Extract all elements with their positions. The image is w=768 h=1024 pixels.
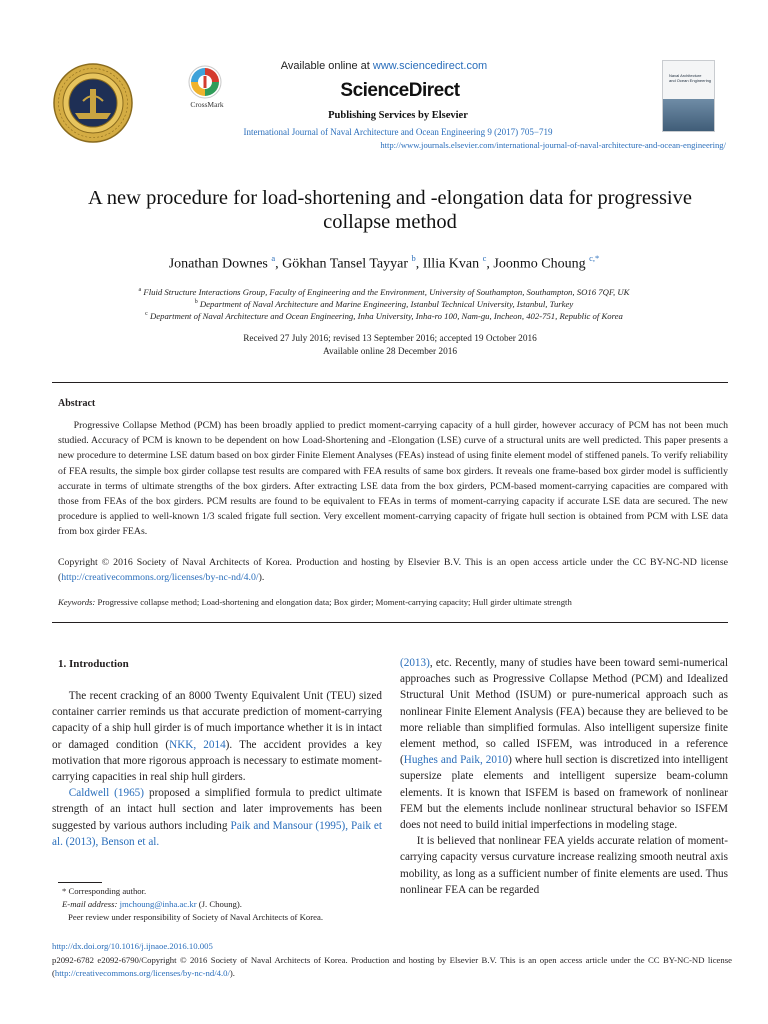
email-note [62, 899, 242, 909]
peer-review-note: Peer review under responsibility of Society of Naval Architects of Korea. [68, 912, 323, 922]
issn-copyright-line [52, 954, 732, 980]
available-online-date: Available online 28 December 2016 [322, 347, 458, 357]
author-name[interactable]: Joonmo Choung [493, 256, 586, 272]
issn-suffix: ). [229, 968, 235, 978]
section-heading-introduction: 1. Introduction [58, 658, 129, 670]
available-online-line [0, 60, 768, 72]
email-suffix: (J. Choung). [196, 899, 242, 909]
citation-link[interactable]: Hughes and Paik, 2010 [403, 754, 509, 767]
author-affiliation-mark[interactable]: a [271, 253, 276, 263]
abstract-heading: Abstract [58, 398, 96, 409]
received-dates: Received 27 July 2016; revised 13 September 2016; accepted 19 October 2016 [243, 334, 537, 344]
author-name[interactable]: Jonathan Downes [168, 256, 268, 272]
title-line-2: collapse method [323, 211, 457, 233]
article-title [40, 186, 740, 234]
author-list [0, 254, 768, 273]
sciencedirect-link[interactable]: www.sciencedirect.com [372, 60, 488, 72]
email-label: E-mail address: [62, 899, 118, 909]
author-affiliation-mark[interactable]: c,* [589, 253, 600, 263]
crossmark-label: CrossMark [190, 100, 224, 109]
cc-license-link[interactable]: http://creativecommons.org/licenses/by-nc-nd/4.0/ [61, 572, 259, 584]
author-name[interactable]: Gökhan Tansel Tayyar [282, 256, 408, 272]
cc-license-link[interactable]: http://creativecommons.org/licenses/by-nc-nd/4.0/ [54, 968, 230, 978]
citation-link[interactable]: (2013) [400, 657, 430, 669]
author-name[interactable]: Illia Kvan [422, 256, 480, 272]
affiliation-c [0, 311, 768, 321]
author-separator: , [486, 256, 494, 272]
affiliation-text: Department of Naval Architecture and Marine Engineering, Istanbul Technical University, Istanbul, Turkey [199, 299, 574, 309]
affiliation-b [0, 299, 768, 309]
abstract-bottom-rule [52, 622, 728, 623]
sciencedirect-brand: ScienceDirect [340, 80, 460, 101]
abstract-copyright [58, 555, 728, 585]
abstract-top-rule [52, 382, 728, 383]
affiliation-mark: b [194, 299, 198, 306]
available-prefix: Available online at [280, 60, 373, 72]
publishing-services: Publishing Services by Elsevier [328, 110, 468, 121]
paragraph-text: ). The accident provides a key motivation that more rigorous approach is necessary to estimate moment-carrying capacities in real ship hull girders. [52, 738, 382, 784]
keywords-line [58, 597, 738, 607]
doi-link[interactable]: http://dx.doi.org/10.1016/j.ijnaoe.2016.10.005 [52, 941, 213, 951]
affiliation-a [0, 287, 768, 297]
paragraph-text: , etc. Recently, many of studies have been toward semi-numerical approaches such as Progressive Collapse Method (PCM) and Idealized Structural Unit Method (ISUM) or pure-numerical approach such as nonlinear Finite Element Analysis (FEA) because they are believed to be more reliable than simplified formulas. Also intelligent supersize finite element method, so called ISFEM, was introduced in a reference ( [400, 657, 728, 767]
journal-cover-thumbnail: Naval Architecture and Ocean Engineering [662, 60, 715, 132]
keywords-list: Progressive collapse method; Load-shortening and elongation data; Box girder; Moment-carrying capacity; Hull girder ultimate strength [97, 597, 572, 607]
intro-paragraph-2 [52, 785, 382, 850]
copyright-suffix: ). [258, 572, 265, 584]
email-link[interactable]: jmchoung@inha.ac.kr [119, 899, 197, 909]
affiliation-mark: c [145, 311, 148, 318]
paragraph-text: proposed a simplified formula to predict ultimate strength of an intact hull section and later improvements has been suggested by various authors including [52, 787, 383, 832]
journal-homepage-link[interactable]: http://www.journals.elsevier.com/international-journal-of-naval-architecture-and-ocean-engineering/ [380, 140, 726, 150]
paragraph-text: The recent cracking of an 8000 Twenty Equivalent Unit (TEU) sized container carrier reminds us that accurate prediction of moment-carrying capacity of a ship hull girder is of much importance whether it is in intact or damaged condition ( [52, 690, 382, 751]
affiliation-text: Department of Naval Architecture and Ocean Engineering, Inha University, Inha-ro 100, Nam-gu, Incheon, 402-751, Republic of Korea [149, 311, 623, 321]
abstract-body: Progressive Collapse Method (PCM) has been broadly applied to predict moment-carrying capacity of a hull girder, however accuracy of PCM has not been much studied. Accuracy of PCM is known to be dependent on how Load-Shortening and -Elongation (LSE) curve of a structural units are well predicted. This paper presents a new procedure to determine LSE datum based on box girder Finite Element Analyses (FEAs) instead of using finite element model of stiffened panels. To verify reliability of FEA results, the simple box girder collapse test results are compared with FEA results of same box girders. It reveals one frame-based box girder model is sufficiently accurate in terms of ultimate strengths of the box girders. After extracting LSE data from the box girders, PCM-based moment-carrying capacities are compared with those from FEAs of the box girders. PCM results are found to be equivalent to FEAs in terms of moment-carrying capacity if accurate LSE data are secured. The new procedure is applied to well-known 1/3 scaled frigate full section. Very excellent moment-carrying capacity of frigate hull section is obtained from PCM with LSE data from box girder FEAs. [58, 420, 728, 538]
affiliation-mark: a [138, 287, 142, 294]
keywords-label: Keywords: [58, 597, 96, 607]
right-column [400, 655, 728, 898]
author-separator: , [415, 256, 423, 272]
journal-reference-link[interactable]: International Journal of Naval Architecture and Ocean Engineering 9 (2017) 705−719 [243, 127, 553, 137]
author-affiliation-mark[interactable]: c [482, 253, 487, 263]
intro-paragraph-1 [52, 688, 382, 785]
title-line-1: A new procedure for load-shortening and -elongation data for progressive [88, 187, 692, 209]
left-column [52, 688, 382, 850]
issn-text: p2092-6782 e2092-6790/Copyright © 2016 Society of Naval Architects of Korea. Production and hosting by Elsevier B.V. This is an open access article under the CC BY-NC-ND license ( [52, 955, 732, 978]
paragraph-text: ) where hull section is discretized into intelligent supersize plate elements and intelligent supersize beam-column elements. It is known that ISFEM is based on framework of nonlinear FEM but the elements include nonlinear structural behavior so ISFEM does not need to build initial imperfections in modeling stage. [400, 754, 728, 832]
citation-link[interactable]: Caldwell (1965) [68, 787, 144, 800]
citation-link[interactable]: Paik and Mansour (1995), Paik et al. (2013), Benson et al. [52, 819, 382, 848]
footnote-rule [58, 882, 102, 883]
intro-paragraph-3: It is believed that nonlinear FEA yields accurate relation of moment-carrying capacity versus curvature increase realizing smooth neutral axis mobility, as long as a sufficient number of finite elements are used. Thus nonlinear FEA can be regarded [400, 835, 728, 896]
corresponding-author-note: * Corresponding author. [62, 886, 147, 896]
author-separator: , [275, 256, 283, 272]
citation-link[interactable]: NKK, 2014 [169, 738, 226, 751]
author-affiliation-mark[interactable]: b [411, 253, 416, 263]
copyright-text: Copyright © 2016 Society of Naval Architects of Korea. Production and hosting by Elsevier B.V. This is an open access article under the CC BY-NC-ND license ( [58, 557, 728, 584]
affiliation-text: Fluid Structure Interactions Group, Faculty of Engineering and the Environment, University of Southampton, Southampton, SO16 7QF, UK [143, 287, 630, 297]
intro-paragraph-continued [400, 655, 728, 833]
